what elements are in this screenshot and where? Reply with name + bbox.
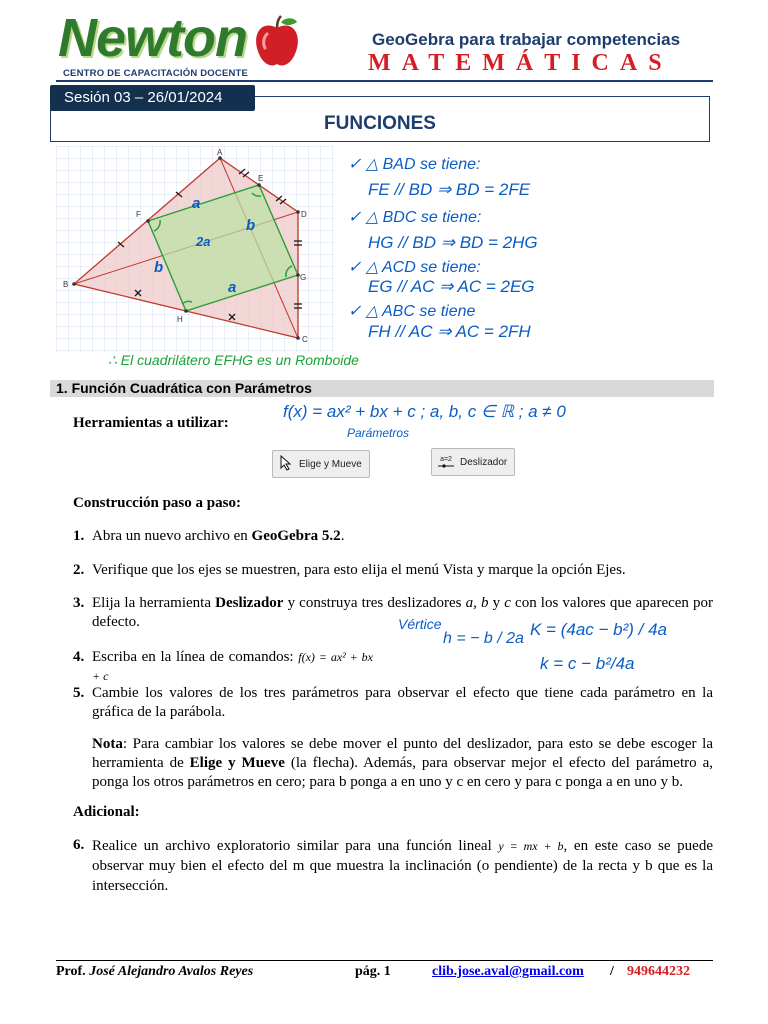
logo-wordmark: Newton (58, 8, 247, 68)
slider-icon: a=2 (438, 456, 454, 468)
label-seg-b-left: b (154, 259, 164, 276)
note-line-7: ✓ △ ABC se tiene (348, 303, 476, 320)
step-number: 5. (73, 685, 85, 701)
step-number: 2. (73, 562, 85, 578)
additional-label: Adicional: (73, 804, 140, 820)
label-e: E (258, 174, 264, 183)
header-subtitle: GeoGebra para trabajar competencias (372, 30, 681, 49)
deslizador-button[interactable] (431, 448, 515, 476)
note-k-formula-2: k = c − b²/4a (540, 654, 635, 673)
geometry-figure (56, 146, 334, 352)
label-c: C (302, 335, 308, 344)
elige-y-mueve-label: Elige y Mueve (299, 458, 362, 470)
step-1: 1. Abra un nuevo archivo en GeoGebra 5.2. (73, 528, 345, 544)
label-seg-b-right: b (246, 217, 256, 234)
construction-label: Construcción paso a paso: (73, 495, 241, 511)
session-badge: Sesión 03 – 26/01/2024 (50, 85, 255, 111)
vertex-f (146, 219, 150, 223)
footer-page-number: pág. 1 (355, 964, 391, 979)
label-seg-a-top: a (192, 195, 201, 212)
step-number: 6. (73, 837, 85, 853)
note-line-2: FE // BD ⇒ BD = 2FE (368, 180, 531, 199)
logo-subtitle: CENTRO DE CAPACITACIÓN DOCENTE (63, 68, 249, 79)
label-seg-2a: 2a (196, 234, 211, 249)
header-title: MATEMÁTICAS (368, 50, 673, 76)
footer-rule (56, 960, 713, 961)
apple-icon (253, 14, 301, 70)
step-4: 4. Escriba en la línea de comandos: f(x) = ax² + bx + c (73, 649, 373, 683)
note-line-5: ✓ △ ACD se tiene: (348, 259, 481, 276)
label-f: F (136, 210, 141, 219)
step-6: 6. Realice un archivo exploratorio similar para una función lineal y = mx + b, en este caso se puede observar muy bien el efecto del m que muestra la inclinación (o pendiente) de la recta y b que es la intersección. (73, 837, 713, 894)
note-function-def: f(x) = ax² + bx + c ; a, b, c ∈ ℝ ; a ≠ 0 (283, 402, 566, 421)
note-vertice: Vértice (398, 616, 442, 632)
vertex-c (296, 336, 300, 340)
note-line-3: ✓ △ BDC se tiene: (348, 209, 482, 226)
step-number: 1. (73, 528, 85, 544)
footer-phone: 949644232 (627, 964, 690, 979)
step-3: 3. Elija la herramienta Deslizador y construya tres deslizadores a, b y c con los valores que aparecen por defecto. (73, 595, 714, 630)
note-h-formula: h = − b / 2a (443, 630, 524, 647)
footer-separator: / (610, 964, 614, 979)
vertex-e (257, 183, 261, 187)
note-line-4: HG // BD ⇒ BD = 2HG (368, 233, 538, 252)
footer-email-link[interactable]: clib.jose.aval@gmail.com (432, 964, 584, 979)
note-parametros: Parámetros (347, 426, 410, 440)
note-k-formula: K = (4ac − b²) / 4a (530, 620, 668, 639)
header-rule (56, 80, 713, 82)
note-line-8: FH // AC ⇒ AC = 2FH (368, 322, 531, 341)
label-a: A (217, 148, 223, 157)
formula-quadratic: f(x) = ax² + bx + c (92, 650, 373, 683)
vertex-d (296, 210, 300, 214)
note-paragraph: Nota: Para cambiar los valores se debe mover el punto del deslizador, para esto se debe escoger la herramienta de Elige y Mueve (la flecha). Además, para observar mejor el efecto del parámetro a, ponga los otros parámetros en cero; para b ponga a en uno y c en cero y para c ponga a en uno y b. (92, 736, 713, 790)
section-title: 1. Función Cuadrática con Parámetros (56, 380, 312, 396)
label-seg-a-bottom: a (228, 279, 237, 296)
step-number: 3. (73, 595, 85, 611)
step-2: 2. Verifique que los ejes se muestren, para esto elija el menú Vista y marque la opción Ejes. (73, 562, 626, 578)
note-line-1: ✓ △ BAD se tiene: (348, 156, 481, 173)
elige-y-mueve-button[interactable] (272, 450, 370, 478)
page-title: FUNCIONES (324, 113, 436, 134)
label-g: G (300, 273, 307, 282)
note-conclusion: ∴ El cuadrilátero EFHG es un Romboide (108, 352, 359, 368)
vertex-b (72, 282, 76, 286)
step-5: 5. Cambie los valores de los tres parámetros para observar el efecto que tiene cada parámetro en la gráfica de la parábola. (73, 685, 713, 720)
footer-author: Prof. José Alejandro Avalos Reyes (56, 964, 254, 979)
arrow-cursor-icon (279, 455, 293, 474)
deslizador-label: Deslizador (460, 456, 508, 468)
label-d: D (301, 210, 307, 219)
vertex-h (184, 309, 188, 313)
note-line-6: EG // AC ⇒ AC = 2EG (368, 277, 535, 296)
label-b: B (63, 280, 69, 289)
tools-label: Herramientas a utilizar: (73, 415, 229, 431)
formula-linear: y = mx + b (498, 839, 564, 853)
label-h: H (177, 315, 183, 324)
step-number: 4. (73, 649, 85, 665)
